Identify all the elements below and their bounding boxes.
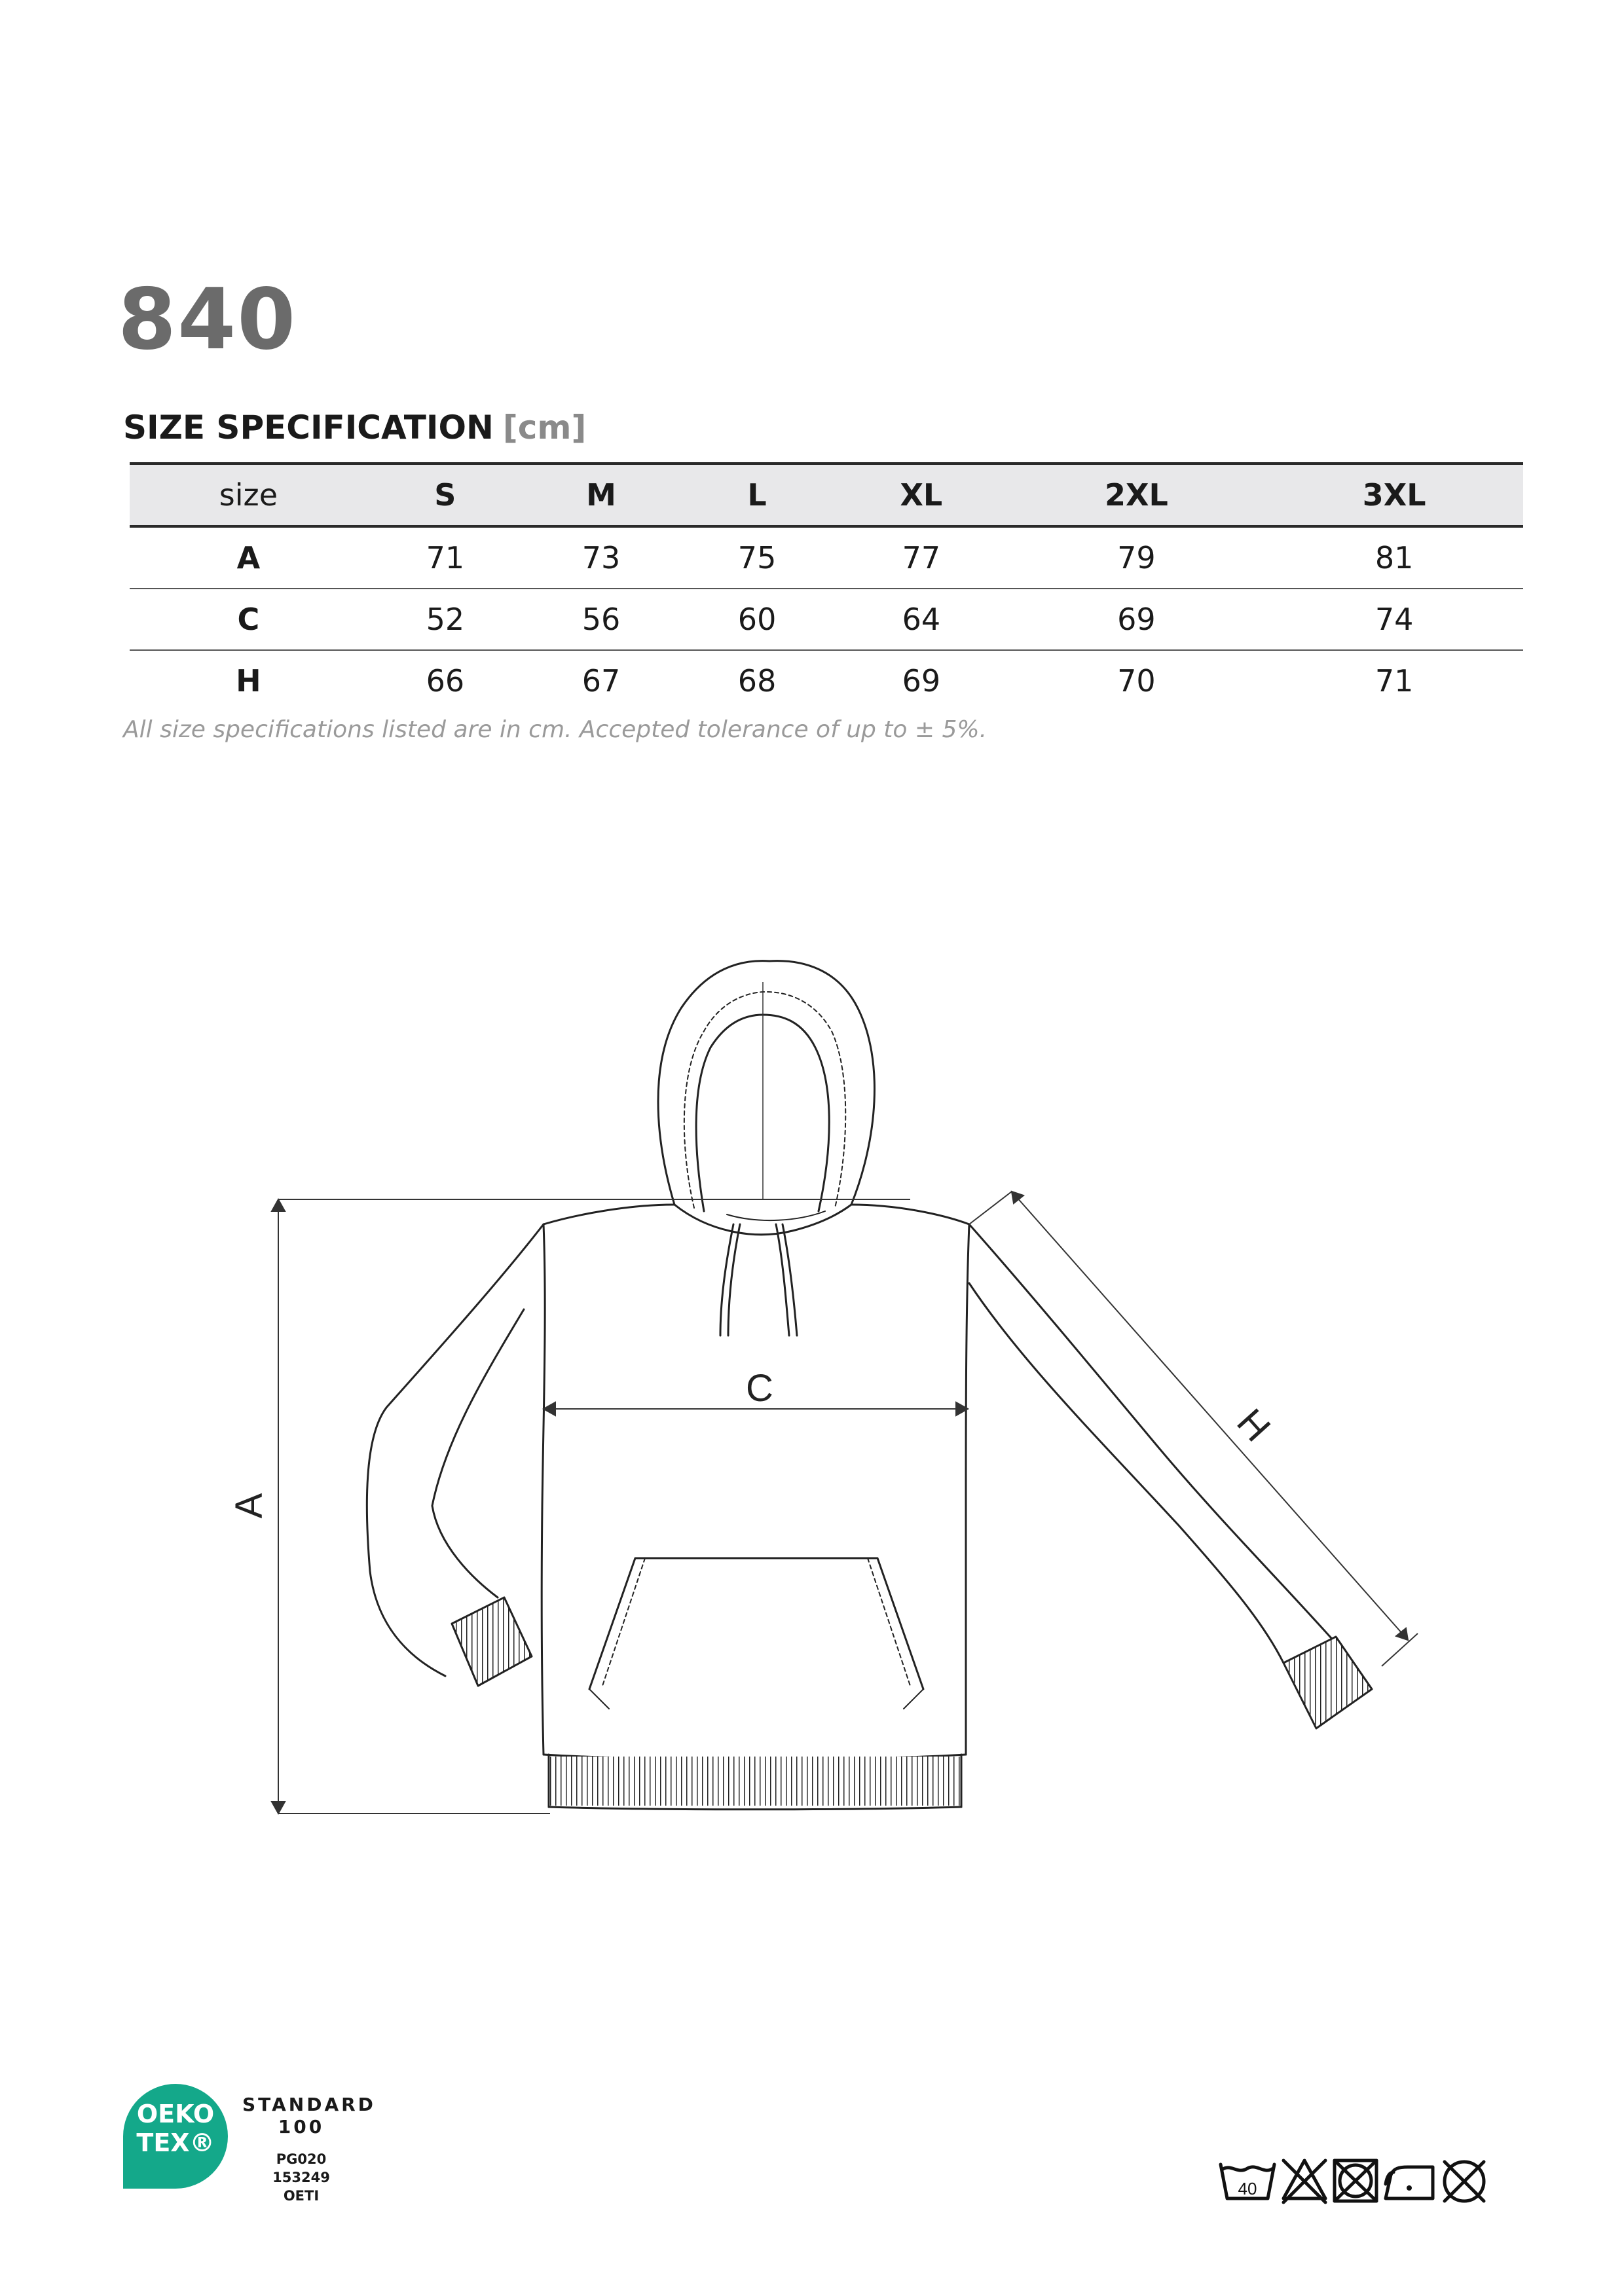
hem-bottom xyxy=(549,1807,961,1810)
shoulder-right xyxy=(851,1205,969,1224)
header-cell: 3XL xyxy=(1265,464,1523,526)
cuff-right xyxy=(1283,1637,1372,1728)
neckline xyxy=(674,1205,851,1235)
standard-line1: STANDARD xyxy=(242,2094,376,2115)
row-label: H xyxy=(236,663,261,699)
table-cell: 81 xyxy=(1265,526,1523,589)
model-number: 840 xyxy=(118,271,297,369)
oeko-tex-logo xyxy=(123,2084,228,2189)
standard-label xyxy=(242,2094,376,2138)
oeko-line2: TEX® xyxy=(136,2128,215,2157)
kangaroo-pocket xyxy=(589,1558,923,1689)
hem-ribbing xyxy=(550,1757,960,1806)
label-a: A xyxy=(228,1493,270,1519)
header-cell: S xyxy=(367,464,523,526)
no-tumble-dry-icon xyxy=(1335,2160,1376,2201)
table-cell: 71 xyxy=(367,526,523,589)
table-cell: 77 xyxy=(835,526,1007,589)
spec-title-text: SIZE SPECIFICATION xyxy=(123,409,494,446)
table-cell: 70 xyxy=(1117,663,1156,699)
table-cell: 69 xyxy=(902,663,941,699)
table-cell: 74 xyxy=(1265,589,1523,650)
sleeve-left xyxy=(367,1224,544,1676)
header-cell: L xyxy=(679,464,835,526)
table-cell: 60 xyxy=(679,589,835,650)
tolerance-note: All size specifications listed are in cm. Accepted tolerance of up to ± 5%. xyxy=(123,716,987,743)
header-cell: M xyxy=(523,464,679,526)
cert-institute: OETI xyxy=(283,2188,320,2204)
table-cell: 68 xyxy=(737,663,777,699)
cert-info xyxy=(249,2150,354,2205)
table-cell: 52 xyxy=(367,589,523,650)
iron-low-icon xyxy=(1386,2167,1433,2198)
oeko-line1: OEKO xyxy=(136,2100,215,2128)
label-h: H xyxy=(1228,1400,1279,1450)
spec-unit: [cm] xyxy=(502,409,587,446)
care-symbols xyxy=(1218,2155,1513,2208)
cuff-left xyxy=(452,1597,532,1686)
body-right-side xyxy=(966,1224,969,1755)
no-dry-clean-icon xyxy=(1445,2162,1484,2201)
table-cell: 69 xyxy=(1008,589,1266,650)
wash-temperature: 40 xyxy=(1238,2179,1257,2198)
row-label: A xyxy=(130,526,367,589)
header-cell: XL xyxy=(835,464,1007,526)
no-bleach-icon xyxy=(1283,2160,1325,2202)
shoulder-left xyxy=(544,1205,674,1224)
cert-number: PG020 153249 xyxy=(272,2151,330,2185)
table-cell: 71 xyxy=(1375,663,1414,699)
header-cell: 2XL xyxy=(1008,464,1266,526)
table-cell: 79 xyxy=(1008,526,1266,589)
label-c: C xyxy=(746,1367,773,1410)
header-cell: size xyxy=(130,464,367,526)
table-cell: 66 xyxy=(426,663,465,699)
table-cell: 64 xyxy=(835,589,1007,650)
row-label: C xyxy=(130,589,367,650)
drawstring-right xyxy=(776,1224,789,1336)
table-cell: 67 xyxy=(581,663,621,699)
table-cell: 75 xyxy=(679,526,835,589)
standard-line2: 100 xyxy=(278,2116,325,2138)
table-cell: 56 xyxy=(523,589,679,650)
sleeve-right xyxy=(969,1224,1336,1643)
body-left-side xyxy=(542,1224,545,1755)
table-cell: 73 xyxy=(523,526,679,589)
